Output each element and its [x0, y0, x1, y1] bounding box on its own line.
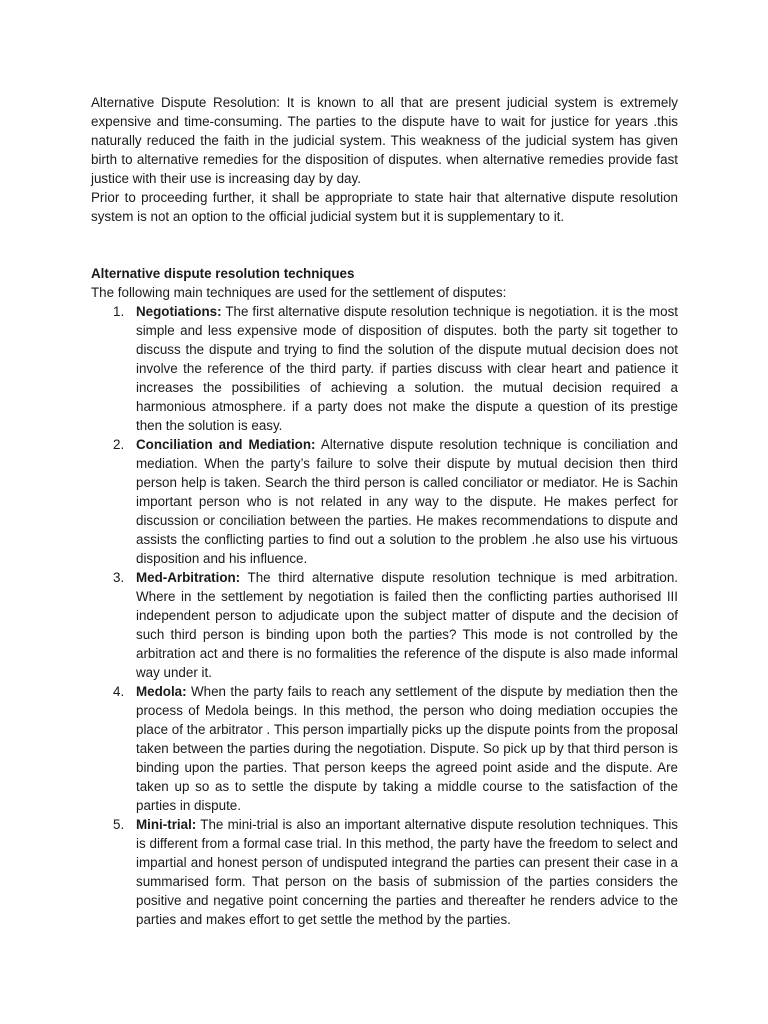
list-number: 2.	[113, 437, 125, 452]
section-heading: Alternative dispute resolution techniques	[91, 266, 355, 281]
list-term: Mini-trial:	[136, 817, 197, 832]
list-text: When the party fails to reach any settlement of the dispute by mediation then the process of Medola beings. In this method, the person who doing mediation occupies the place of the arbitrator . This person impartially picks up the dispute points from the proposal taken between the parties during the negotiation. Dispute. So pick up by that third person is binding upon the parties. That person keeps the agreed point aside and the dispute. Are taken up so as to settle the dispute by taking a middle course to the satisfaction of the parties in dispute.	[136, 684, 678, 813]
list-item	[91, 682, 678, 815]
list-item	[91, 435, 678, 568]
list-item	[91, 568, 678, 682]
section-intro: The following main techniques are used for the settlement of disputes:	[91, 285, 507, 300]
list-item	[91, 302, 678, 435]
list-text: The mini-trial is also an important alternative dispute resolution techniques. This is different from a formal case trial. In this method, the party have the freedom to select and impartial and honest person of undisputed integrand the parties can present their case in a summarised form. That person on the basis of submission of the parties considers the positive and negative point concerning the parties and thereafter he renders advice to the parties and makes effort to get settle the method by the parties.	[136, 817, 678, 927]
document-body	[91, 93, 678, 929]
techniques-list	[91, 302, 678, 929]
list-text: The third alternative dispute resolution technique is med arbitration. Where in the settlement by negotiation is failed then the conflicting parties authorised III independent person to adjudicate upon the subject matter of dispute and the decision of such third person is binding upon both the parties? This mode is not controlled by the arbitration act and there is no formalities the reference of the dispute is also made informal way under it.	[136, 570, 678, 680]
list-number: 4.	[113, 684, 125, 699]
list-item	[91, 815, 678, 929]
list-number: 1.	[113, 304, 125, 319]
paragraph-intro: Alternative Dispute Resolution: It is known to all that are present judicial system is extremely expensive and time-consuming. The parties to the dispute have to wait for justice for years .this naturally reduced the faith in the judicial system. This weakness of the judicial system has given birth to alternative remedies for the disposition of disputes. when alternative remedies provide fast justice with their use is increasing day by day.	[91, 95, 678, 186]
list-term: Med-Arbitration:	[136, 570, 241, 585]
paragraph-note: Prior to proceeding further, it shall be appropriate to state hair that alternative dispute resolution system is not an option to the official judicial system but it is supplementary to it.	[91, 190, 678, 224]
list-term: Conciliation and Mediation:	[136, 437, 316, 452]
list-number: 3.	[113, 570, 125, 585]
list-text: Alternative dispute resolution technique is conciliation and mediation. When the party’s failure to solve their dispute by mutual decision then third person help is taken. Search the third person is called conciliator or mediator. He is Sachin important person who is not related in any way to the dispute. He makes perfect for discussion or conciliation between the parties. He makes recommendations to dispute and assists the conflicting parties to find out a solution to the problem .he also use his virtuous disposition and his influence.	[136, 437, 678, 566]
list-text: The first alternative dispute resolution technique is negotiation. it is the most simple and less expensive mode of disposition of disputes. both the party sit together to discuss the dispute and trying to find the solution of the dispute mutual decision does not involve the reference of the third party. if parties discuss with clear heart and patience it increases the possibilities of achieving a solution. the mutual decision required a harmonious atmosphere. if a party does not make the dispute a question of its prestige then the solution is easy.	[136, 304, 678, 433]
spacer	[91, 226, 678, 264]
list-term: Negotiations:	[136, 304, 222, 319]
list-term: Medola:	[136, 684, 187, 699]
list-number: 5.	[113, 817, 125, 832]
